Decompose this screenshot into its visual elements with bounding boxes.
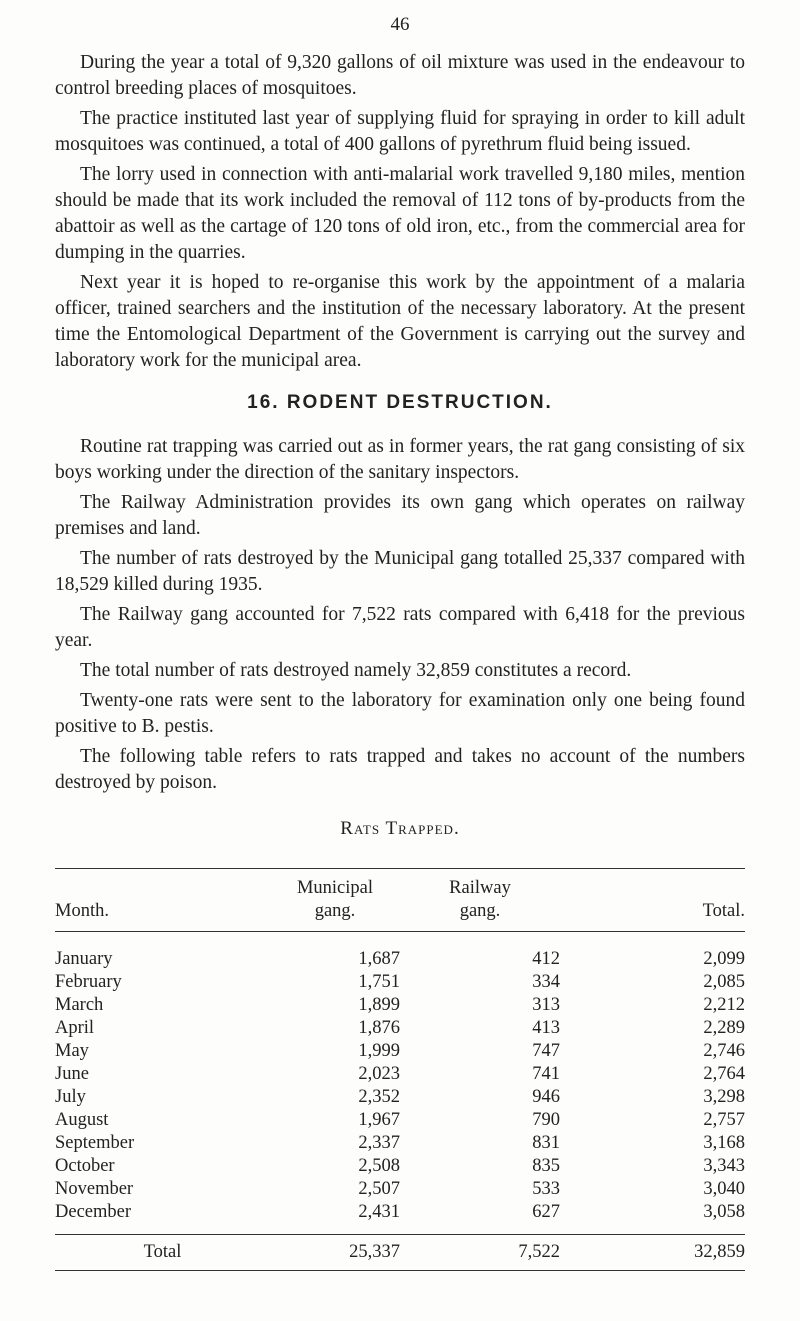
table-row xyxy=(55,1109,745,1132)
paragraph: Next year it is hoped to re-organise this work by the appointment of a malaria officer, trained searchers and the institution of the necessary laboratory. At the present time the Entomological Department of the Government is carrying out the survey and laboratory work for the municipal area. xyxy=(55,272,745,371)
header-municipal-line2: gang. xyxy=(314,901,356,921)
cell-municipal: 2,352 xyxy=(358,1087,400,1107)
header-municipal-line1: Municipal xyxy=(296,878,374,898)
cell-municipal: 1,687 xyxy=(358,949,400,969)
cell-railway: 627 xyxy=(532,1202,560,1222)
cell-month: June xyxy=(55,1064,89,1084)
paragraph: The following table refers to rats trapped and takes no account of the numbers destroyed by poison. xyxy=(55,746,745,793)
paragraph: The Railway gang accounted for 7,522 rats compared with 6,418 for the previous year. xyxy=(55,604,745,651)
paragraph: The total number of rats destroyed namely 32,859 constitutes a record. xyxy=(80,660,632,681)
paragraph: Twenty-one rats were sent to the laboratory for examination only one being found positive to B. pestis. xyxy=(55,690,745,737)
table-row xyxy=(55,1086,745,1109)
cell-municipal: 2,508 xyxy=(358,1156,400,1176)
cell-railway: 790 xyxy=(532,1110,560,1130)
table-row xyxy=(55,1201,745,1235)
paragraph: The practice instituted last year of supplying fluid for spraying in order to kill adult mosquitoes was continued, a total of 400 gallons of pyrethrum fluid being issued. xyxy=(55,108,745,155)
cell-month: July xyxy=(55,1087,86,1107)
total-label: Total xyxy=(55,1235,270,1271)
cell-month: December xyxy=(55,1202,132,1222)
cell-railway: 946 xyxy=(532,1087,560,1107)
cell-municipal: 1,967 xyxy=(358,1110,400,1130)
cell-municipal: 2,507 xyxy=(358,1179,400,1199)
body-text xyxy=(55,50,745,864)
cell-municipal: 1,876 xyxy=(358,1018,400,1038)
cell-total: 3,040 xyxy=(703,1179,745,1199)
cell-total: 2,212 xyxy=(703,995,745,1015)
cell-total: 2,746 xyxy=(703,1041,745,1061)
header-month: Month. xyxy=(55,869,270,932)
header-railway-gang xyxy=(400,869,560,932)
cell-total: 3,343 xyxy=(703,1156,745,1176)
table-row xyxy=(55,1178,745,1201)
cell-railway: 412 xyxy=(532,949,560,969)
total-railway: 7,522 xyxy=(400,1235,560,1271)
cell-total: 3,298 xyxy=(703,1087,745,1107)
section-heading: 16. RODENT DESTRUCTION. xyxy=(247,392,553,413)
table-total-row xyxy=(55,1235,745,1271)
paragraph: The lorry used in connection with anti-malarial work travelled 9,180 miles, mention should be made that its work included the removal of 112 tons of by-products from the abattoir as well as the cartage of 120 tons of old iron, etc., from the commercial area for dumping in the quarries. xyxy=(55,164,745,263)
cell-railway: 741 xyxy=(532,1064,560,1084)
header-municipal-gang xyxy=(270,869,400,932)
page-number: 46 xyxy=(390,14,410,35)
cell-month: January xyxy=(55,949,113,969)
cell-municipal: 2,023 xyxy=(358,1064,400,1084)
paragraph: The number of rats destroyed by the Municipal gang totalled 25,337 compared with 18,529 killed during 1935. xyxy=(55,548,745,595)
cell-railway: 413 xyxy=(532,1018,560,1038)
cell-railway: 533 xyxy=(532,1179,560,1199)
table-row xyxy=(55,1063,745,1086)
table-caption: Rats Trapped. xyxy=(340,818,460,839)
cell-railway: 747 xyxy=(532,1041,560,1061)
cell-month: September xyxy=(55,1133,135,1153)
total-total: 32,859 xyxy=(560,1235,745,1271)
cell-total: 3,168 xyxy=(703,1133,745,1153)
cell-municipal: 1,751 xyxy=(358,972,400,992)
table-row xyxy=(55,994,745,1017)
paragraph: Routine rat trapping was carried out as in former years, the rat gang consisting of six boys working under the direction of the sanitary inspectors. xyxy=(55,436,745,483)
header-total: Total. xyxy=(560,869,745,932)
cell-month: November xyxy=(55,1179,134,1199)
cell-month: March xyxy=(55,995,104,1015)
table-row xyxy=(55,971,745,994)
cell-month: October xyxy=(55,1156,115,1176)
total-municipal: 25,337 xyxy=(270,1235,400,1271)
cell-month: August xyxy=(55,1110,109,1130)
cell-total: 2,764 xyxy=(703,1064,745,1084)
cell-municipal: 1,999 xyxy=(358,1041,400,1061)
table-row xyxy=(55,932,745,972)
table-row xyxy=(55,1017,745,1040)
cell-railway: 334 xyxy=(532,972,560,992)
cell-municipal: 2,337 xyxy=(358,1133,400,1153)
header-railway-line1: Railway xyxy=(449,878,511,898)
cell-railway: 313 xyxy=(532,995,560,1015)
cell-total: 2,099 xyxy=(703,949,745,969)
cell-month: April xyxy=(55,1018,95,1038)
cell-total: 2,289 xyxy=(703,1018,745,1038)
cell-total: 2,757 xyxy=(703,1110,745,1130)
cell-month: February xyxy=(55,972,122,992)
cell-municipal: 2,431 xyxy=(358,1202,400,1222)
table-row xyxy=(55,1155,745,1178)
paragraph: During the year a total of 9,320 gallons of oil mixture was used in the endeavour to control breeding places of mosquitoes. xyxy=(55,52,745,99)
cell-railway: 835 xyxy=(532,1156,560,1176)
cell-railway: 831 xyxy=(532,1133,560,1153)
paragraph: The Railway Administration provides its own gang which operates on railway premises and land. xyxy=(55,492,745,539)
cell-total: 2,085 xyxy=(703,972,745,992)
cell-municipal: 1,899 xyxy=(358,995,400,1015)
table-row xyxy=(55,1132,745,1155)
table-row xyxy=(55,1040,745,1063)
cell-month: May xyxy=(55,1041,89,1061)
cell-total: 3,058 xyxy=(703,1202,745,1222)
table-header-row xyxy=(55,869,745,932)
header-railway-line2: gang. xyxy=(459,901,501,921)
rats-trapped-table xyxy=(55,868,745,1271)
